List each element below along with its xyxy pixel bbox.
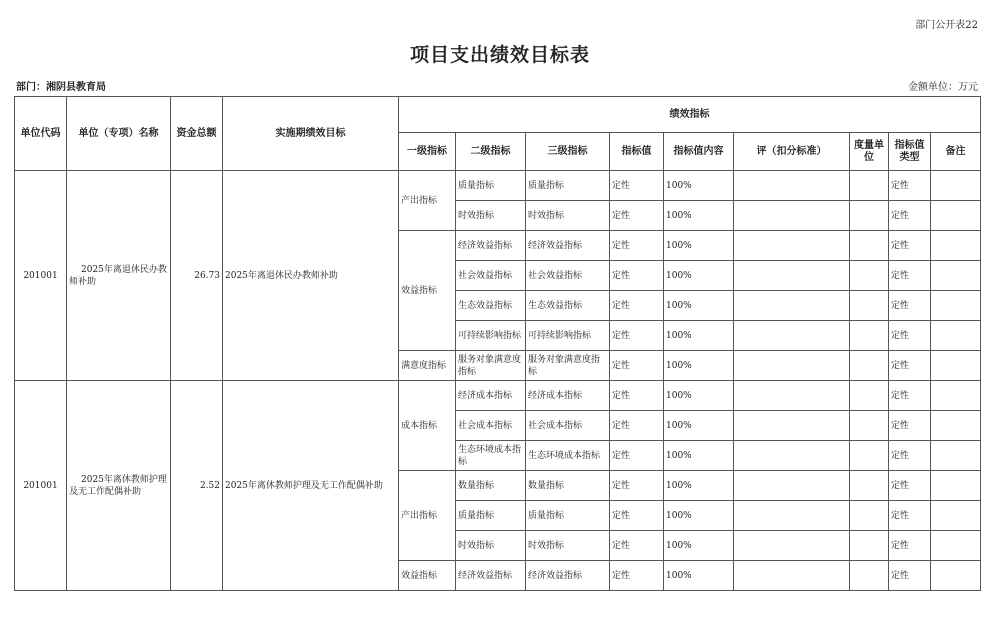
value-content-cell: 100%	[664, 351, 734, 381]
header-value-content: 指标值内容	[664, 133, 734, 171]
value-content-cell: 100%	[664, 381, 734, 411]
measure-cell	[850, 231, 889, 261]
level2-cell: 经济成本指标	[456, 381, 526, 411]
remark-cell	[931, 201, 981, 231]
level3-cell: 可持续影响指标	[526, 321, 610, 351]
measure-cell	[850, 501, 889, 531]
measure-cell	[850, 441, 889, 471]
score-cell	[734, 441, 850, 471]
measure-cell	[850, 261, 889, 291]
score-cell	[734, 471, 850, 501]
level3-cell: 服务对象满意度指标	[526, 351, 610, 381]
value-content-cell: 100%	[664, 561, 734, 591]
measure-cell	[850, 321, 889, 351]
value-cell: 定性	[610, 291, 664, 321]
header-measure: 度量单位	[850, 133, 889, 171]
measure-cell	[850, 291, 889, 321]
remark-cell	[931, 441, 981, 471]
level3-cell: 质量指标	[526, 501, 610, 531]
value-type-cell: 定性	[889, 231, 931, 261]
level3-cell: 时效指标	[526, 531, 610, 561]
score-cell	[734, 231, 850, 261]
level3-cell: 质量指标	[526, 171, 610, 201]
remark-cell	[931, 351, 981, 381]
value-cell: 定性	[610, 501, 664, 531]
value-cell: 定性	[610, 351, 664, 381]
level2-cell: 社会效益指标	[456, 261, 526, 291]
level3-cell: 生态效益指标	[526, 291, 610, 321]
measure-cell	[850, 171, 889, 201]
performance-target-table	[14, 96, 981, 591]
table-body	[15, 171, 981, 591]
level2-cell: 质量指标	[456, 171, 526, 201]
level3-cell: 数量指标	[526, 471, 610, 501]
fund-amount-cell: 2.52	[171, 381, 223, 591]
header-value-type: 指标值类型	[889, 133, 931, 171]
remark-cell	[931, 501, 981, 531]
goal-cell: 2025年离退休民办教师补助	[223, 171, 399, 381]
level2-cell: 服务对象满意度指标	[456, 351, 526, 381]
goal-cell: 2025年离休教师护理及无工作配偶补助	[223, 381, 399, 591]
value-cell: 定性	[610, 201, 664, 231]
value-type-cell: 定性	[889, 411, 931, 441]
level2-cell: 时效指标	[456, 201, 526, 231]
level3-cell: 经济效益指标	[526, 561, 610, 591]
value-content-cell: 100%	[664, 171, 734, 201]
level2-cell: 可持续影响指标	[456, 321, 526, 351]
value-content-cell: 100%	[664, 531, 734, 561]
value-type-cell: 定性	[889, 561, 931, 591]
page-title: 项目支出绩效目标表	[409, 44, 590, 66]
score-cell	[734, 561, 850, 591]
remark-cell	[931, 531, 981, 561]
remark-cell	[931, 471, 981, 501]
level3-cell: 经济效益指标	[526, 231, 610, 261]
score-cell	[734, 321, 850, 351]
level2-cell: 时效指标	[456, 531, 526, 561]
measure-cell	[850, 531, 889, 561]
value-content-cell: 100%	[664, 321, 734, 351]
unit-code-cell: 201001	[15, 381, 67, 591]
value-cell: 定性	[610, 471, 664, 501]
value-content-cell: 100%	[664, 471, 734, 501]
value-type-cell: 定性	[889, 321, 931, 351]
score-cell	[734, 381, 850, 411]
value-cell: 定性	[610, 171, 664, 201]
score-cell	[734, 201, 850, 231]
level2-cell: 数量指标	[456, 471, 526, 501]
level1-cell: 产出指标	[399, 171, 456, 231]
header-level3: 三级指标	[526, 133, 610, 171]
unit-name-cell: 2025年离休教师护理及无工作配偶补助	[67, 381, 171, 591]
form-number: 部门公开表22	[915, 20, 978, 31]
measure-cell	[850, 201, 889, 231]
score-cell	[734, 351, 850, 381]
score-cell	[734, 501, 850, 531]
header-unit-code: 单位代码	[15, 97, 67, 171]
level3-cell: 经济成本指标	[526, 381, 610, 411]
measure-cell	[850, 351, 889, 381]
value-type-cell: 定性	[889, 441, 931, 471]
value-type-cell: 定性	[889, 381, 931, 411]
value-cell: 定性	[610, 381, 664, 411]
level2-cell: 生态环境成本指标	[456, 441, 526, 471]
header-score: 评（扣分标准）	[734, 133, 850, 171]
remark-cell	[931, 231, 981, 261]
amount-unit-label: 金额单位：万元	[908, 82, 978, 93]
value-content-cell: 100%	[664, 441, 734, 471]
measure-cell	[850, 471, 889, 501]
level2-cell: 社会成本指标	[456, 411, 526, 441]
level1-cell: 满意度指标	[399, 351, 456, 381]
header-unit-name: 单位（专项）名称	[67, 97, 171, 171]
measure-cell	[850, 561, 889, 591]
value-content-cell: 100%	[664, 261, 734, 291]
value-type-cell: 定性	[889, 471, 931, 501]
value-cell: 定性	[610, 441, 664, 471]
remark-cell	[931, 171, 981, 201]
header-performance: 绩效指标	[399, 97, 981, 133]
table-row	[15, 171, 981, 201]
value-type-cell: 定性	[889, 201, 931, 231]
score-cell	[734, 291, 850, 321]
header-remark: 备注	[931, 133, 981, 171]
level2-cell: 生态效益指标	[456, 291, 526, 321]
measure-cell	[850, 411, 889, 441]
level1-cell: 效益指标	[399, 231, 456, 351]
value-type-cell: 定性	[889, 501, 931, 531]
unit-code-cell: 201001	[15, 171, 67, 381]
value-cell: 定性	[610, 411, 664, 441]
score-cell	[734, 171, 850, 201]
level1-cell: 产出指标	[399, 471, 456, 561]
unit-name-cell: 2025年离退休民办教师补助	[67, 171, 171, 381]
value-type-cell: 定性	[889, 351, 931, 381]
fund-amount-cell: 26.73	[171, 171, 223, 381]
level3-cell: 社会成本指标	[526, 411, 610, 441]
level2-cell: 经济效益指标	[456, 561, 526, 591]
score-cell	[734, 411, 850, 441]
remark-cell	[931, 381, 981, 411]
value-content-cell: 100%	[664, 411, 734, 441]
value-content-cell: 100%	[664, 201, 734, 231]
value-type-cell: 定性	[889, 171, 931, 201]
remark-cell	[931, 561, 981, 591]
header-goal: 实施期绩效目标	[223, 97, 399, 171]
value-cell: 定性	[610, 561, 664, 591]
department-label: 部门：湘阴县教育局	[16, 82, 106, 93]
score-cell	[734, 261, 850, 291]
level3-cell: 生态环境成本指标	[526, 441, 610, 471]
value-type-cell: 定性	[889, 531, 931, 561]
value-content-cell: 100%	[664, 291, 734, 321]
header-fund-total: 资金总额	[171, 97, 223, 171]
value-content-cell: 100%	[664, 231, 734, 261]
level2-cell: 经济效益指标	[456, 231, 526, 261]
level2-cell: 质量指标	[456, 501, 526, 531]
header-value: 指标值	[610, 133, 664, 171]
level1-cell: 效益指标	[399, 561, 456, 591]
remark-cell	[931, 261, 981, 291]
remark-cell	[931, 291, 981, 321]
remark-cell	[931, 321, 981, 351]
value-cell: 定性	[610, 261, 664, 291]
level1-cell: 成本指标	[399, 381, 456, 471]
value-cell: 定性	[610, 531, 664, 561]
value-content-cell: 100%	[664, 501, 734, 531]
remark-cell	[931, 411, 981, 441]
header-level2: 二级指标	[456, 133, 526, 171]
table-row	[15, 381, 981, 411]
value-cell: 定性	[610, 231, 664, 261]
score-cell	[734, 531, 850, 561]
level3-cell: 时效指标	[526, 201, 610, 231]
value-cell: 定性	[610, 321, 664, 351]
header-level1: 一级指标	[399, 133, 456, 171]
value-type-cell: 定性	[889, 261, 931, 291]
level3-cell: 社会效益指标	[526, 261, 610, 291]
value-type-cell: 定性	[889, 291, 931, 321]
measure-cell	[850, 381, 889, 411]
